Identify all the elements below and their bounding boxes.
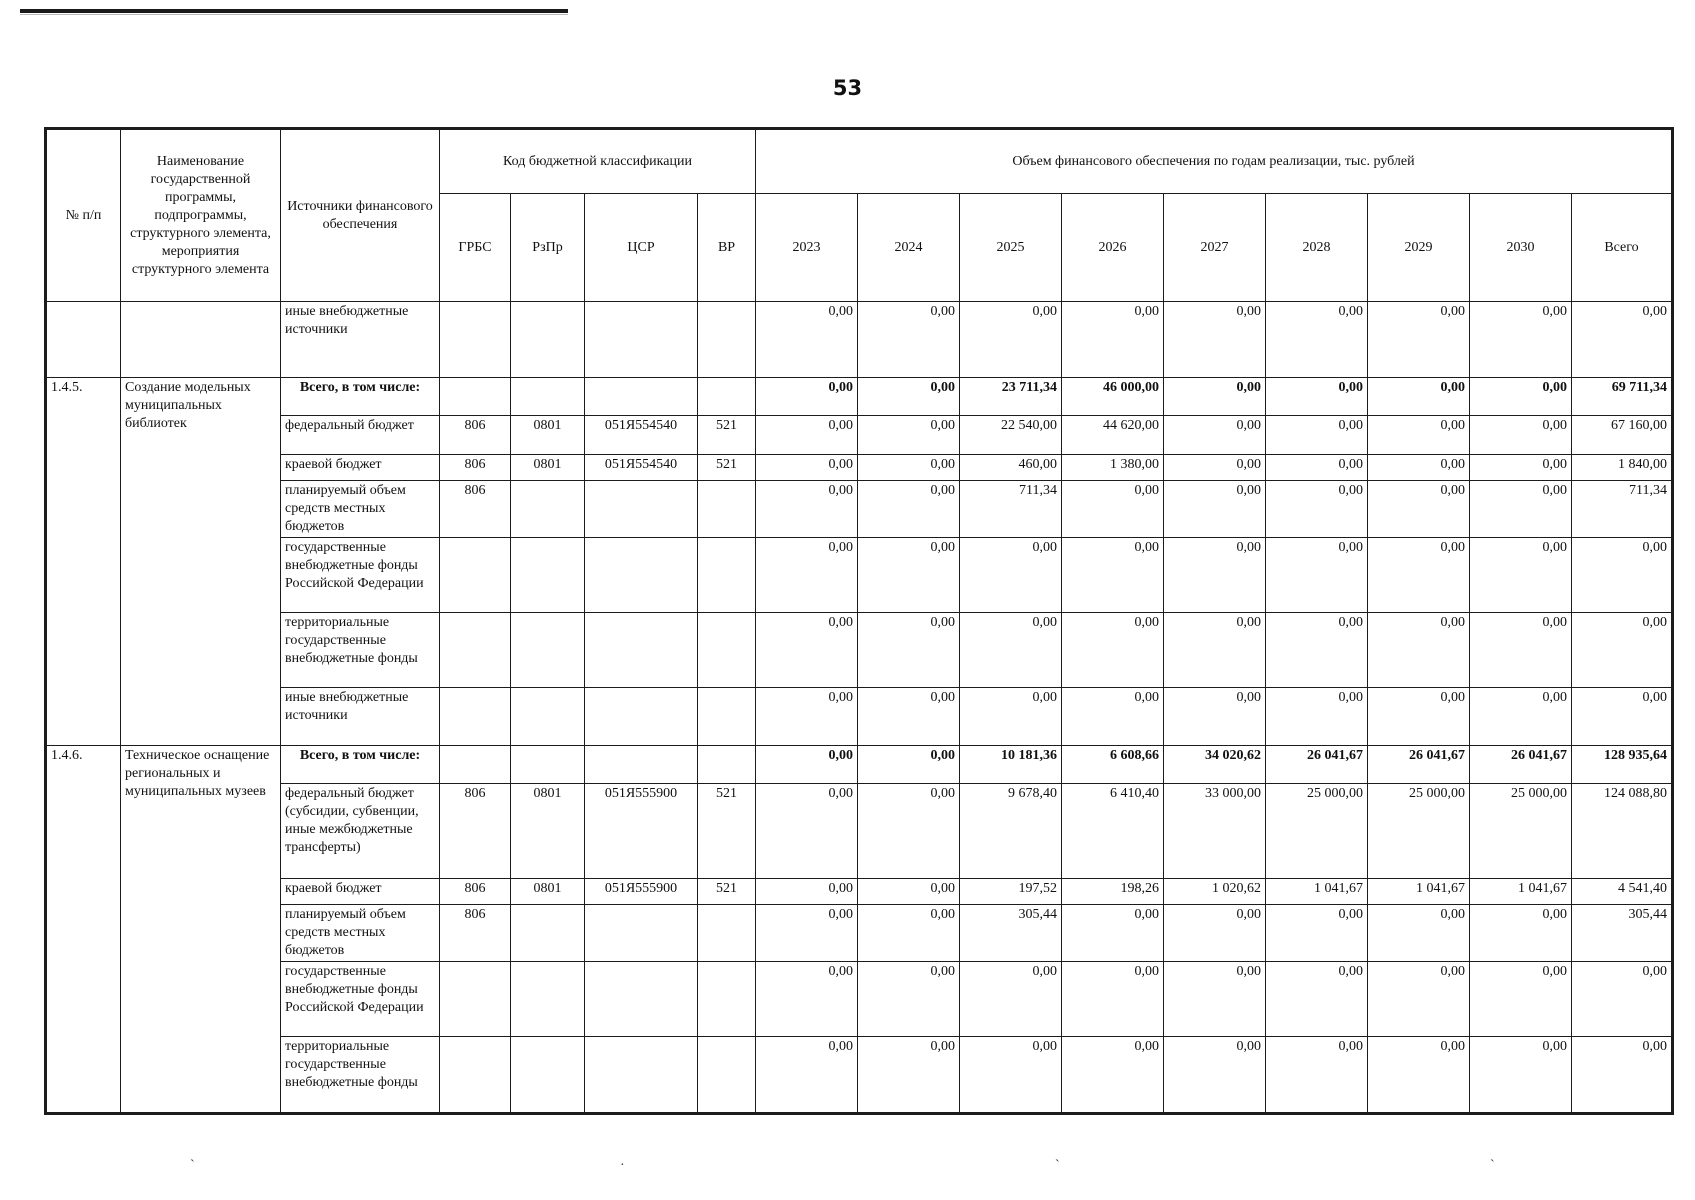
amount-cell: 0,00 bbox=[858, 688, 960, 746]
amount-cell: 0,00 bbox=[1266, 416, 1368, 455]
amount-cell: 0,00 bbox=[1470, 302, 1572, 378]
amount-cell: 0,00 bbox=[1164, 905, 1266, 962]
amount-cell: 0,00 bbox=[756, 1037, 858, 1113]
amount-cell: 0,00 bbox=[960, 1037, 1062, 1113]
amount-cell: 0,00 bbox=[1164, 455, 1266, 481]
amount-cell: 0,00 bbox=[1062, 962, 1164, 1037]
amount-cell: 1 380,00 bbox=[1062, 455, 1164, 481]
csr-code-cell bbox=[585, 746, 698, 784]
amount-cell: 0,00 bbox=[1164, 416, 1266, 455]
amount-cell: 305,44 bbox=[960, 905, 1062, 962]
amount-cell: 0,00 bbox=[1368, 613, 1470, 688]
rzpr-code-cell bbox=[511, 1037, 585, 1113]
amount-cell: 0,00 bbox=[1572, 962, 1672, 1037]
amount-cell: 0,00 bbox=[1164, 481, 1266, 538]
vr-code-cell bbox=[698, 962, 756, 1037]
csr-code-cell bbox=[585, 962, 698, 1037]
amount-cell: 0,00 bbox=[858, 746, 960, 784]
amount-cell: 0,00 bbox=[960, 613, 1062, 688]
amount-cell: 22 540,00 bbox=[960, 416, 1062, 455]
rzpr-code-cell bbox=[511, 962, 585, 1037]
amount-cell: 0,00 bbox=[1062, 302, 1164, 378]
header-year-2029: 2029 bbox=[1368, 194, 1470, 302]
table-row bbox=[47, 905, 1672, 962]
scan-edge-line bbox=[20, 14, 568, 15]
csr-code-cell bbox=[585, 905, 698, 962]
amount-cell: 26 041,67 bbox=[1368, 746, 1470, 784]
header-rzpr: РзПр bbox=[511, 194, 585, 302]
row-name-cell: Техническое оснащение региональных и муниципальных музеев bbox=[121, 746, 281, 1113]
header-year-2027: 2027 bbox=[1164, 194, 1266, 302]
csr-code-cell bbox=[585, 302, 698, 378]
amount-cell: 0,00 bbox=[858, 905, 960, 962]
header-year-2023: 2023 bbox=[756, 194, 858, 302]
amount-cell: 0,00 bbox=[1368, 481, 1470, 538]
vr-code-cell bbox=[698, 378, 756, 416]
grbs-code-cell bbox=[440, 688, 511, 746]
amount-cell: 0,00 bbox=[1368, 455, 1470, 481]
amount-cell: 34 020,62 bbox=[1164, 746, 1266, 784]
amount-cell: 1 041,67 bbox=[1266, 879, 1368, 905]
budget-table bbox=[46, 129, 1672, 1113]
amount-cell: 0,00 bbox=[756, 962, 858, 1037]
grbs-code-cell bbox=[440, 302, 511, 378]
amount-cell: 0,00 bbox=[1164, 538, 1266, 613]
table-row bbox=[47, 1037, 1672, 1113]
amount-cell: 0,00 bbox=[1470, 481, 1572, 538]
header-volume-group: Объем финансового обеспечения по годам реализации, тыс. рублей bbox=[756, 130, 1672, 194]
scan-edge-bar bbox=[20, 9, 568, 13]
vr-code-cell bbox=[698, 905, 756, 962]
grbs-code-cell bbox=[440, 613, 511, 688]
csr-code-cell bbox=[585, 481, 698, 538]
amount-cell: 0,00 bbox=[858, 1037, 960, 1113]
header-grbs: ГРБС bbox=[440, 194, 511, 302]
rzpr-code-cell bbox=[511, 688, 585, 746]
table-body bbox=[47, 302, 1672, 1113]
amount-cell: 44 620,00 bbox=[1062, 416, 1164, 455]
amount-cell: 0,00 bbox=[1368, 688, 1470, 746]
table-row bbox=[47, 784, 1672, 879]
rzpr-code-cell: 0801 bbox=[511, 416, 585, 455]
csr-code-cell bbox=[585, 613, 698, 688]
amount-cell: 0,00 bbox=[756, 302, 858, 378]
amount-cell: 33 000,00 bbox=[1164, 784, 1266, 879]
scan-speck: ˋ bbox=[1490, 1158, 1495, 1173]
amount-cell: 0,00 bbox=[858, 455, 960, 481]
amount-cell: 0,00 bbox=[1572, 302, 1672, 378]
amount-cell: 0,00 bbox=[1164, 613, 1266, 688]
rzpr-code-cell bbox=[511, 746, 585, 784]
amount-cell: 25 000,00 bbox=[1266, 784, 1368, 879]
amount-cell: 0,00 bbox=[756, 455, 858, 481]
vr-code-cell bbox=[698, 481, 756, 538]
amount-cell: 0,00 bbox=[756, 538, 858, 613]
grbs-code-cell bbox=[440, 1037, 511, 1113]
amount-cell: 0,00 bbox=[756, 481, 858, 538]
amount-cell: 0,00 bbox=[1266, 613, 1368, 688]
table-row bbox=[47, 416, 1672, 455]
amount-cell: 25 000,00 bbox=[1368, 784, 1470, 879]
amount-cell: 0,00 bbox=[1368, 1037, 1470, 1113]
amount-cell: 46 000,00 bbox=[1062, 378, 1164, 416]
vr-code-cell bbox=[698, 688, 756, 746]
amount-cell: 1 041,67 bbox=[1368, 879, 1470, 905]
grbs-code-cell: 806 bbox=[440, 481, 511, 538]
amount-cell: 0,00 bbox=[756, 688, 858, 746]
funding-source-cell: иные внебюджетные источники bbox=[281, 688, 440, 746]
amount-cell: 69 711,34 bbox=[1572, 378, 1672, 416]
amount-cell: 0,00 bbox=[1266, 378, 1368, 416]
table-row bbox=[47, 378, 1672, 416]
amount-cell: 197,52 bbox=[960, 879, 1062, 905]
amount-cell: 0,00 bbox=[1266, 1037, 1368, 1113]
amount-cell: 0,00 bbox=[1266, 302, 1368, 378]
header-source: Источники финансового обеспечения bbox=[281, 130, 440, 302]
scan-speck: · bbox=[620, 1158, 625, 1173]
amount-cell: 26 041,67 bbox=[1470, 746, 1572, 784]
amount-cell: 128 935,64 bbox=[1572, 746, 1672, 784]
amount-cell: 0,00 bbox=[1368, 302, 1470, 378]
scan-speck: ˋ bbox=[1055, 1158, 1060, 1173]
csr-code-cell bbox=[585, 538, 698, 613]
header-code-group: Код бюджетной классификации bbox=[440, 130, 756, 194]
table-row bbox=[47, 481, 1672, 538]
amount-cell: 0,00 bbox=[1266, 905, 1368, 962]
table-row bbox=[47, 302, 1672, 378]
table-row bbox=[47, 879, 1672, 905]
amount-cell: 0,00 bbox=[1572, 1037, 1672, 1113]
amount-cell: 0,00 bbox=[858, 784, 960, 879]
amount-cell: 10 181,36 bbox=[960, 746, 1062, 784]
grbs-code-cell bbox=[440, 538, 511, 613]
vr-code-cell bbox=[698, 538, 756, 613]
amount-cell: 0,00 bbox=[1470, 962, 1572, 1037]
amount-cell: 6 608,66 bbox=[1062, 746, 1164, 784]
amount-cell: 0,00 bbox=[1164, 302, 1266, 378]
amount-cell: 0,00 bbox=[1470, 378, 1572, 416]
amount-cell: 0,00 bbox=[756, 378, 858, 416]
funding-source-cell: краевой бюджет bbox=[281, 455, 440, 481]
scan-speck: ˋ bbox=[190, 1158, 195, 1173]
grbs-code-cell bbox=[440, 746, 511, 784]
amount-cell: 0,00 bbox=[858, 538, 960, 613]
amount-cell: 0,00 bbox=[858, 613, 960, 688]
amount-cell: 0,00 bbox=[1470, 455, 1572, 481]
amount-cell: 1 041,67 bbox=[1470, 879, 1572, 905]
vr-code-cell: 521 bbox=[698, 455, 756, 481]
header-year-2030: 2030 bbox=[1470, 194, 1572, 302]
grbs-code-cell: 806 bbox=[440, 905, 511, 962]
row-number-cell bbox=[47, 302, 121, 378]
table-header bbox=[47, 130, 1672, 302]
vr-code-cell: 521 bbox=[698, 879, 756, 905]
grbs-code-cell: 806 bbox=[440, 455, 511, 481]
amount-cell: 0,00 bbox=[1164, 962, 1266, 1037]
amount-cell: 0,00 bbox=[858, 879, 960, 905]
amount-cell: 23 711,34 bbox=[960, 378, 1062, 416]
table-row bbox=[47, 613, 1672, 688]
header-year-2028: 2028 bbox=[1266, 194, 1368, 302]
amount-cell: 0,00 bbox=[756, 746, 858, 784]
amount-cell: 0,00 bbox=[1470, 688, 1572, 746]
funding-source-cell: территориальные государственные внебюджетные фонды bbox=[281, 1037, 440, 1113]
amount-cell: 0,00 bbox=[1368, 538, 1470, 613]
rzpr-code-cell bbox=[511, 905, 585, 962]
header-csr: ЦСР bbox=[585, 194, 698, 302]
header-name: Наименование государственной программы, подпрограммы, структурного элемента, мероприятия структурного элемента bbox=[121, 130, 281, 302]
funding-source-cell: краевой бюджет bbox=[281, 879, 440, 905]
funding-source-cell: федеральный бюджет bbox=[281, 416, 440, 455]
header-total: Всего bbox=[1572, 194, 1672, 302]
amount-cell: 0,00 bbox=[1368, 416, 1470, 455]
csr-code-cell bbox=[585, 378, 698, 416]
amount-cell: 26 041,67 bbox=[1266, 746, 1368, 784]
rzpr-code-cell bbox=[511, 481, 585, 538]
amount-cell: 0,00 bbox=[1062, 538, 1164, 613]
funding-source-cell: федеральный бюджет (субсидии, субвенции, иные межбюджетные трансферты) bbox=[281, 784, 440, 879]
amount-cell: 1 840,00 bbox=[1572, 455, 1672, 481]
rzpr-code-cell bbox=[511, 538, 585, 613]
amount-cell: 67 160,00 bbox=[1572, 416, 1672, 455]
amount-cell: 0,00 bbox=[756, 905, 858, 962]
vr-code-cell bbox=[698, 746, 756, 784]
amount-cell: 0,00 bbox=[1470, 613, 1572, 688]
amount-cell: 0,00 bbox=[858, 416, 960, 455]
funding-source-cell: иные внебюджетные источники bbox=[281, 302, 440, 378]
table-row bbox=[47, 746, 1672, 784]
amount-cell: 0,00 bbox=[1368, 905, 1470, 962]
amount-cell: 0,00 bbox=[858, 962, 960, 1037]
amount-cell: 0,00 bbox=[1470, 416, 1572, 455]
csr-code-cell: 051Я554540 bbox=[585, 455, 698, 481]
amount-cell: 6 410,40 bbox=[1062, 784, 1164, 879]
funding-source-cell: планируемый объем средств местных бюджетов bbox=[281, 481, 440, 538]
header-year-2025: 2025 bbox=[960, 194, 1062, 302]
table-row bbox=[47, 538, 1672, 613]
funding-source-cell: государственные внебюджетные фонды Российской Федерации bbox=[281, 538, 440, 613]
funding-source-cell: планируемый объем средств местных бюджетов bbox=[281, 905, 440, 962]
row-number-cell: 1.4.6. bbox=[47, 746, 121, 1113]
header-vr: ВР bbox=[698, 194, 756, 302]
amount-cell: 0,00 bbox=[1572, 538, 1672, 613]
page-number: 53 bbox=[832, 76, 863, 100]
amount-cell: 0,00 bbox=[1470, 905, 1572, 962]
amount-cell: 0,00 bbox=[1062, 481, 1164, 538]
vr-code-cell bbox=[698, 302, 756, 378]
amount-cell: 0,00 bbox=[858, 378, 960, 416]
amount-cell: 0,00 bbox=[1266, 455, 1368, 481]
amount-cell: 0,00 bbox=[1164, 688, 1266, 746]
vr-code-cell: 521 bbox=[698, 416, 756, 455]
table-row bbox=[47, 688, 1672, 746]
amount-cell: 0,00 bbox=[1572, 688, 1672, 746]
amount-cell: 0,00 bbox=[756, 784, 858, 879]
amount-cell: 198,26 bbox=[1062, 879, 1164, 905]
amount-cell: 0,00 bbox=[1368, 962, 1470, 1037]
amount-cell: 0,00 bbox=[1062, 688, 1164, 746]
rzpr-code-cell: 0801 bbox=[511, 879, 585, 905]
vr-code-cell bbox=[698, 1037, 756, 1113]
amount-cell: 0,00 bbox=[858, 302, 960, 378]
grbs-code-cell bbox=[440, 378, 511, 416]
csr-code-cell: 051Я555900 bbox=[585, 879, 698, 905]
amount-cell: 4 541,40 bbox=[1572, 879, 1672, 905]
amount-cell: 9 678,40 bbox=[960, 784, 1062, 879]
amount-cell: 0,00 bbox=[1164, 378, 1266, 416]
row-name-cell: Создание модельных муниципальных библиотек bbox=[121, 378, 281, 746]
funding-source-cell: государственные внебюджетные фонды Российской Федерации bbox=[281, 962, 440, 1037]
rzpr-code-cell bbox=[511, 302, 585, 378]
amount-cell: 25 000,00 bbox=[1470, 784, 1572, 879]
amount-cell: 0,00 bbox=[1062, 905, 1164, 962]
amount-cell: 0,00 bbox=[1164, 1037, 1266, 1113]
funding-source-cell: Всего, в том числе: bbox=[281, 378, 440, 416]
amount-cell: 0,00 bbox=[1470, 538, 1572, 613]
amount-cell: 0,00 bbox=[960, 538, 1062, 613]
header-year-2024: 2024 bbox=[858, 194, 960, 302]
amount-cell: 0,00 bbox=[756, 879, 858, 905]
amount-cell: 711,34 bbox=[960, 481, 1062, 538]
funding-source-cell: территориальные государственные внебюджетные фонды bbox=[281, 613, 440, 688]
amount-cell: 0,00 bbox=[1062, 613, 1164, 688]
grbs-code-cell: 806 bbox=[440, 416, 511, 455]
vr-code-cell: 521 bbox=[698, 784, 756, 879]
csr-code-cell: 051Я554540 bbox=[585, 416, 698, 455]
rzpr-code-cell bbox=[511, 378, 585, 416]
amount-cell: 0,00 bbox=[1368, 378, 1470, 416]
grbs-code-cell bbox=[440, 962, 511, 1037]
table-row bbox=[47, 455, 1672, 481]
rzpr-code-cell: 0801 bbox=[511, 784, 585, 879]
csr-code-cell: 051Я555900 bbox=[585, 784, 698, 879]
amount-cell: 305,44 bbox=[1572, 905, 1672, 962]
row-number-cell: 1.4.5. bbox=[47, 378, 121, 746]
table-row bbox=[47, 962, 1672, 1037]
row-name-cell bbox=[121, 302, 281, 378]
header-year-2026: 2026 bbox=[1062, 194, 1164, 302]
amount-cell: 460,00 bbox=[960, 455, 1062, 481]
amount-cell: 0,00 bbox=[1572, 613, 1672, 688]
csr-code-cell bbox=[585, 1037, 698, 1113]
amount-cell: 0,00 bbox=[1470, 1037, 1572, 1113]
grbs-code-cell: 806 bbox=[440, 784, 511, 879]
amount-cell: 1 020,62 bbox=[1164, 879, 1266, 905]
amount-cell: 0,00 bbox=[756, 613, 858, 688]
rzpr-code-cell: 0801 bbox=[511, 455, 585, 481]
amount-cell: 0,00 bbox=[960, 688, 1062, 746]
amount-cell: 0,00 bbox=[1266, 481, 1368, 538]
amount-cell: 0,00 bbox=[1062, 1037, 1164, 1113]
amount-cell: 0,00 bbox=[756, 416, 858, 455]
rzpr-code-cell bbox=[511, 613, 585, 688]
csr-code-cell bbox=[585, 688, 698, 746]
amount-cell: 0,00 bbox=[960, 302, 1062, 378]
amount-cell: 0,00 bbox=[1266, 538, 1368, 613]
amount-cell: 0,00 bbox=[858, 481, 960, 538]
funding-source-cell: Всего, в том числе: bbox=[281, 746, 440, 784]
vr-code-cell bbox=[698, 613, 756, 688]
amount-cell: 0,00 bbox=[1266, 688, 1368, 746]
amount-cell: 124 088,80 bbox=[1572, 784, 1672, 879]
grbs-code-cell: 806 bbox=[440, 879, 511, 905]
amount-cell: 0,00 bbox=[960, 962, 1062, 1037]
amount-cell: 0,00 bbox=[1266, 962, 1368, 1037]
header-num: № п/п bbox=[47, 130, 121, 302]
amount-cell: 711,34 bbox=[1572, 481, 1672, 538]
